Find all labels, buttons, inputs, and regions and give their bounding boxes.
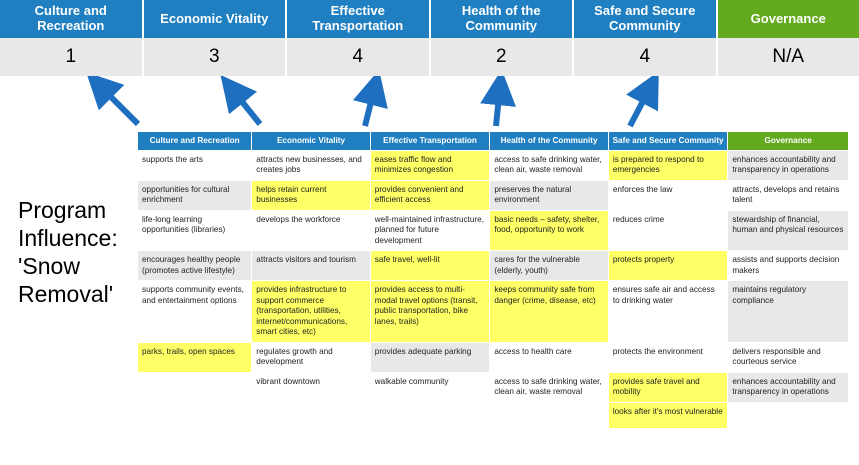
matrix-cell: life-long learning opportunities (libraries) (138, 210, 252, 251)
matrix-cell: protects the environment (608, 342, 728, 372)
matrix-cell: provides access to multi-modal travel options (transit, public transportation, bike lanes, trails) (370, 281, 490, 343)
matrix-cell: enforces the law (608, 180, 728, 210)
matrix-cell: provides infrastructure to support commerce (transportation, utilities, internet/communications, smart cities, etc) (252, 281, 371, 343)
header-label: Safe and Secure Community (594, 3, 696, 33)
matrix-cell: opportunities for cultural enrichment (138, 180, 252, 210)
score-health-of-the-community: 2 (431, 38, 575, 76)
matrix-cell: helps retain current businesses (252, 180, 371, 210)
matrix-cell (138, 372, 252, 402)
matrix-cell: provides adequate parking (370, 342, 490, 372)
matrix-cell: protects property (608, 251, 728, 281)
header-cell-effective-transportation (287, 0, 431, 38)
arrow-to-health-of-the-community (496, 86, 500, 126)
caption-line-3: 'Snow (18, 253, 80, 280)
matrix-cell: maintains regulatory compliance (728, 281, 849, 343)
matrix-cell: basic needs – safety, shelter, food, opportunity to work (490, 210, 609, 251)
header-cell-safe-and-secure-community (574, 0, 718, 38)
matrix-cell: develops the workforce (252, 210, 371, 251)
score-band (0, 38, 859, 76)
matrix-col-economic-vitality: Economic Vitality (252, 132, 371, 151)
matrix-cell: access to safe drinking water, clean air, waste removal (490, 150, 609, 180)
caption-line-2: Influence: (18, 225, 118, 252)
header-label: Effective Transportation (312, 3, 404, 33)
header-label: Health of the Community (461, 3, 541, 33)
matrix-cell: access to health care (490, 342, 609, 372)
header-cell-economic-vitality (144, 0, 288, 38)
matrix-cell: is prepared to respond to emergencies (608, 150, 728, 180)
header-cell-culture-and-recreation (0, 0, 144, 38)
score-governance: N/A (718, 38, 859, 76)
arrow-to-effective-transportation (365, 86, 375, 126)
matrix-header-row (138, 132, 849, 151)
matrix-col-health-of-the-community: Health of the Community (490, 132, 609, 151)
score-culture-and-recreation: 1 (0, 38, 144, 76)
table-row (138, 402, 849, 428)
priority-header-band (0, 0, 859, 38)
header-cell-health-of-the-community (431, 0, 575, 38)
matrix-col-safe-and-secure-community: Safe and Secure Community (608, 132, 728, 151)
matrix-cell: encourages healthy people (promotes active lifestyle) (138, 251, 252, 281)
matrix-cell: looks after it's most vulnerable (608, 402, 728, 428)
matrix-cell: provides safe travel and mobility (608, 372, 728, 402)
matrix-body (138, 150, 849, 428)
matrix-cell: eases traffic flow and minimizes congestion (370, 150, 490, 180)
matrix-cell: parks, trails, open spaces (138, 342, 252, 372)
score-economic-vitality: 3 (144, 38, 288, 76)
header-label: Governance (750, 10, 826, 26)
arrow-to-culture-and-recreation (98, 84, 138, 124)
matrix-cell: cares for the vulnerable (elderly, youth) (490, 251, 609, 281)
matrix-cell: reduces crime (608, 210, 728, 251)
matrix-cell (490, 402, 609, 428)
table-row (138, 210, 849, 251)
header-label: Economic Vitality (160, 10, 269, 26)
matrix-cell: regulates growth and development (252, 342, 371, 372)
matrix-cell (252, 402, 371, 428)
matrix-cell: provides convenient and efficient access (370, 180, 490, 210)
matrix-cell: well-maintained infrastructure, planned for future development (370, 210, 490, 251)
matrix-col-effective-transportation: Effective Transportation (370, 132, 490, 151)
matrix-cell: keeps community safe from danger (crime, disease, etc) (490, 281, 609, 343)
matrix-cell: delivers responsible and courteous service (728, 342, 849, 372)
matrix-cell: supports the arts (138, 150, 252, 180)
matrix-cell (138, 402, 252, 428)
influence-matrix-table (137, 131, 849, 429)
matrix-cell: supports community events, and entertainment options (138, 281, 252, 343)
matrix-cell: attracts visitors and tourism (252, 251, 371, 281)
matrix-cell (370, 402, 490, 428)
matrix-cell: attracts, develops and retains talent (728, 180, 849, 210)
table-row (138, 372, 849, 402)
matrix-cell: access to safe drinking water, clean air, waste removal (490, 372, 609, 402)
table-row (138, 180, 849, 210)
program-influence-caption (18, 196, 136, 308)
matrix-col-governance: Governance (728, 132, 849, 151)
score-effective-transportation: 4 (287, 38, 431, 76)
matrix-cell: preserves the natural environment (490, 180, 609, 210)
table-row (138, 251, 849, 281)
table-row (138, 281, 849, 343)
header-label: Culture and Recreation (34, 3, 107, 33)
arrow-to-safe-and-secure-community (630, 86, 651, 126)
matrix-cell: attracts new businesses, and creates jobs (252, 150, 371, 180)
matrix-cell: walkable community (370, 372, 490, 402)
header-cell-governance (718, 0, 859, 38)
table-row (138, 150, 849, 180)
matrix-cell: vibrant downtown (252, 372, 371, 402)
matrix-cell: safe travel, well-lit (370, 251, 490, 281)
score-safe-and-secure-community: 4 (574, 38, 718, 76)
table-row (138, 342, 849, 372)
arrow-group (0, 76, 859, 132)
caption-line-4: Removal' (18, 281, 114, 308)
matrix-cell (728, 402, 849, 428)
matrix-cell: assists and supports decision makers (728, 251, 849, 281)
arrow-to-economic-vitality (231, 88, 260, 124)
matrix-cell: enhances accountability and transparency in operations (728, 150, 849, 180)
matrix-cell: enhances accountability and transparency in operations (728, 372, 849, 402)
caption-line-1: Program (18, 197, 107, 223)
matrix-col-culture-and-recreation: Culture and Recreation (138, 132, 252, 151)
matrix-cell: ensures safe air and access to drinking water (608, 281, 728, 343)
matrix-cell: stewardship of financial, human and physical resources (728, 210, 849, 251)
